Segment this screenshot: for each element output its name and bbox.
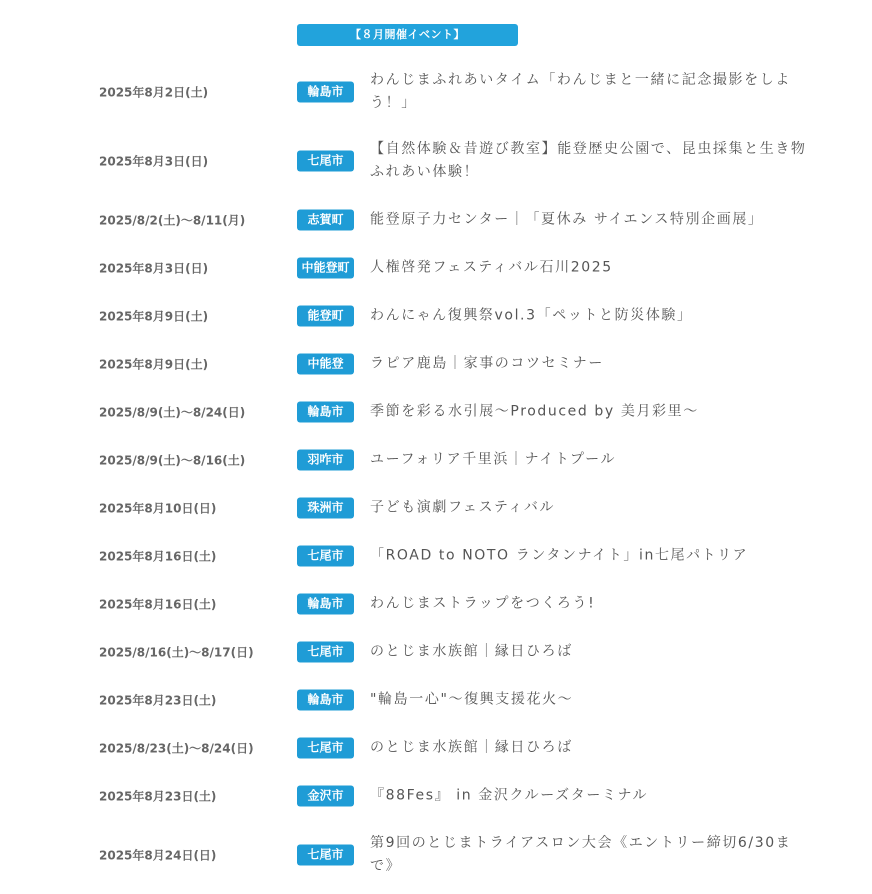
event-date: 2025/8/23(土)〜8/24(日) — [99, 741, 254, 756]
event-title-link[interactable]: 第9回のとじまトライアスロン大会《エントリー締切6/30まで》 — [370, 835, 792, 874]
area-badge: 七尾市 — [297, 738, 354, 759]
event-date: 2025年8月23日(土) — [99, 789, 217, 804]
event-row — [0, 493, 872, 523]
event-title-link[interactable]: わんじまストラップをつくろう! — [370, 595, 596, 612]
event-row — [0, 137, 872, 185]
area-badge: 金沢市 — [297, 786, 354, 807]
event-date: 2025年8月2日(土) — [99, 85, 209, 100]
event-title-link[interactable]: ユーフォリア千里浜｜ナイトプール — [370, 451, 617, 468]
area-badge: 輪島市 — [297, 690, 354, 711]
event-title-link[interactable]: 「ROAD to NOTO ランタンナイト」in七尾パトリア — [370, 547, 749, 564]
event-title-link[interactable]: 能登原子力センター｜「夏休み サイエンス特別企画展」 — [370, 211, 764, 228]
area-badge: 輪島市 — [297, 402, 354, 423]
area-badge: 中能登 — [297, 354, 354, 375]
event-date: 2025年8月16日(土) — [99, 597, 217, 612]
event-date: 2025年8月16日(土) — [99, 549, 217, 564]
event-date: 2025/8/16(土)〜8/17(日) — [99, 645, 254, 660]
event-row — [0, 397, 872, 427]
event-date: 2025/8/9(土)〜8/16(土) — [99, 453, 246, 468]
event-title-link[interactable]: のとじま水族館｜縁日ひろば — [370, 643, 573, 660]
event-title-link[interactable]: のとじま水族館｜縁日ひろば — [370, 739, 573, 756]
area-badge: 羽咋市 — [297, 450, 354, 471]
area-badge: 珠洲市 — [297, 498, 354, 519]
section-header: 【８月開催イベント】 — [297, 24, 518, 46]
event-title-link[interactable]: 子ども演劇フェスティバル — [370, 499, 556, 516]
event-row — [0, 685, 872, 715]
event-title-link[interactable]: "輪島一心"〜復興支援花火〜 — [370, 691, 574, 708]
area-badge: 中能登町 — [297, 258, 354, 279]
area-badge: 志賀町 — [297, 210, 354, 231]
event-title-link[interactable]: 人権啓発フェスティバル石川2025 — [370, 259, 613, 276]
event-row — [0, 637, 872, 667]
event-row — [0, 733, 872, 763]
event-title-link[interactable]: 『88Fes』 in 金沢クルーズターミナル — [370, 787, 649, 804]
event-date: 2025年8月10日(日) — [99, 501, 217, 516]
area-badge: 七尾市 — [297, 642, 354, 663]
event-date: 2025年8月3日(日) — [99, 261, 209, 276]
event-row — [0, 589, 872, 619]
event-title-link[interactable]: ラピア鹿島｜家事のコツセミナー — [370, 355, 604, 372]
area-badge: 輪島市 — [297, 82, 354, 103]
event-row — [0, 831, 872, 879]
event-row — [0, 301, 872, 331]
event-date: 2025年8月24日(日) — [99, 848, 217, 863]
event-date: 2025年8月3日(日) — [99, 154, 209, 169]
event-title-link[interactable]: わんにゃん復興祭vol.3「ペットと防災体験」 — [370, 307, 693, 324]
area-badge: 七尾市 — [297, 151, 354, 172]
event-row — [0, 781, 872, 811]
event-title-link[interactable]: 季節を彩る水引展〜Produced by 美月彩里〜 — [370, 403, 699, 420]
event-date: 2025年8月9日(土) — [99, 357, 209, 372]
event-title-link[interactable]: わんじまふれあいタイム「わんじまと一緒に記念撮影をしよう！」 — [370, 72, 791, 111]
event-row — [0, 253, 872, 283]
area-badge: 輪島市 — [297, 594, 354, 615]
area-badge: 七尾市 — [297, 845, 354, 866]
event-row — [0, 541, 872, 571]
area-badge: 能登町 — [297, 306, 354, 327]
event-row — [0, 445, 872, 475]
event-date: 2025年8月9日(土) — [99, 309, 209, 324]
event-row — [0, 349, 872, 379]
event-title-link[interactable]: 【自然体験＆昔遊び教室】能登歴史公園で、昆虫採集と生き物ふれあい体験！ — [370, 141, 807, 180]
event-date: 2025/8/9(土)〜8/24(日) — [99, 405, 246, 420]
event-date: 2025年8月23日(土) — [99, 693, 217, 708]
event-date: 2025/8/2(土)〜8/11(月) — [99, 213, 246, 228]
area-badge: 七尾市 — [297, 546, 354, 567]
event-row — [0, 68, 872, 116]
event-row — [0, 205, 872, 235]
